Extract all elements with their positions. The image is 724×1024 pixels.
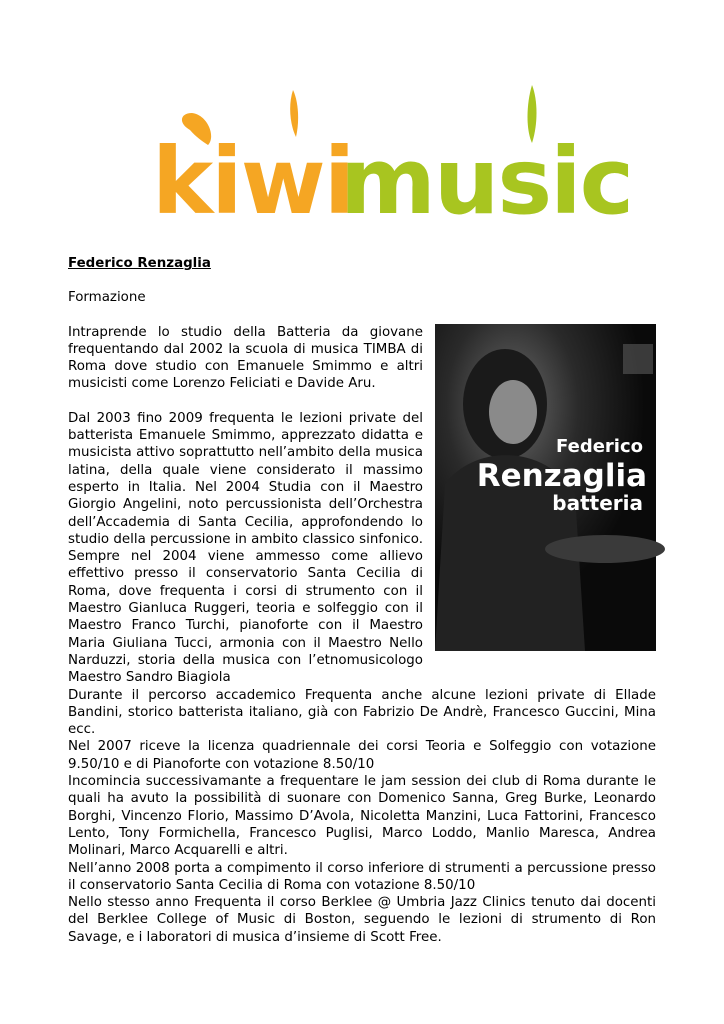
- paragraph-4: Nel 2007 riceve la licenza quadriennale dei corsi Teoria e Solfeggio con votazione 9.50/10 e di Pianoforte con votazione 8.50/10: [68, 739, 656, 772]
- paragraph-3: Durante il percorso accademico Frequenta anche alcune lezioni private di Ellade Bandini, storico batterista italiano, già con Fabrizio De Andrè, Francesco Guccini, Mina ecc.: [68, 687, 656, 738]
- logo-kiwi-text: kiwi: [152, 128, 354, 235]
- photo-caption-role: batteria: [552, 490, 643, 515]
- paragraph-1: Intraprende lo studio della Batteria da giovane frequentando dal 2002 la scuola di musica TIMBA di Roma dove studio con Emanuele Smimmo e altri musicisti come Lorenzo Feliciati e Davide Aru.: [68, 324, 423, 392]
- photo-caption-first-name: Federico: [556, 435, 643, 457]
- page-title: Federico Renzaglia: [68, 256, 211, 271]
- paragraph-7: Nello stesso anno Frequenta il corso Berklee @ Umbria Jazz Clinics tenuto dai docenti del Berklee College of Music di Boston, seguendo le lezioni di strumento di Ron Savage, e i laboratori di musica d’insieme di Scott Free.: [68, 895, 656, 945]
- photo-caption-last-name: Renzaglia: [476, 457, 647, 494]
- logo-music-text: music: [340, 128, 633, 235]
- kiwimusic-logo: [150, 85, 633, 235]
- paragraph-5: Incomincia successivamante a frequentare le jam session dei club di Roma durante le quali ha avuto la possibilità di suonare con Domenico Sanna, Greg Burke, Leonardo Borghi, Vincenzo Florio, Massimo D’Avola, Nicoletta Manzini, Luca Fattorini, Francesco Lento, Tony Formichella, Francesco Puglisi, Marco Loddo, Manlio Maresca, Andrea Molinari, Marco Acquarelli e altri.: [68, 774, 656, 859]
- document-body: [68, 255, 656, 946]
- paragraph-6: Nell’anno 2008 porta a compimento il corso inferiore di strumenti a percussione presso il conservatorio Santa Cecilia di Roma con votazione 8.50/10: [68, 860, 656, 893]
- paragraph-2: Dal 2003 fino 2009 frequenta le lezioni private del batterista Emanuele Smimmo, apprezzato didatta e musicista attivo soprattutto nell’ambito della musica latina, della quale viene considerato il massimo esperto in Italia. Nel 2004 Studia con il Maestro Giorgio Angelini, noto percussionista dell’Orchestra dell’Accademia di Santa Cecilia, approfondendo lo studio della percussione in ambito classico sinfonico. Sempre nel 2004 viene ammesso come allievo effettivo presso il conservatorio Santa Cecilia di Roma, dove frequenta i corsi di strumento con il Maestro Gianluca Ruggeri, teoria e solfeggio con il Maestro Franco Turchi, pianoforte con il Maestro Maria Giuliana Tucci, armonia con il Maestro Nello Narduzzi, storia della musica con l’etnomusicologo Maestro Sandro Biagiola: [68, 410, 423, 686]
- section-subheading: Formazione: [68, 290, 146, 306]
- artist-photo: [435, 324, 656, 651]
